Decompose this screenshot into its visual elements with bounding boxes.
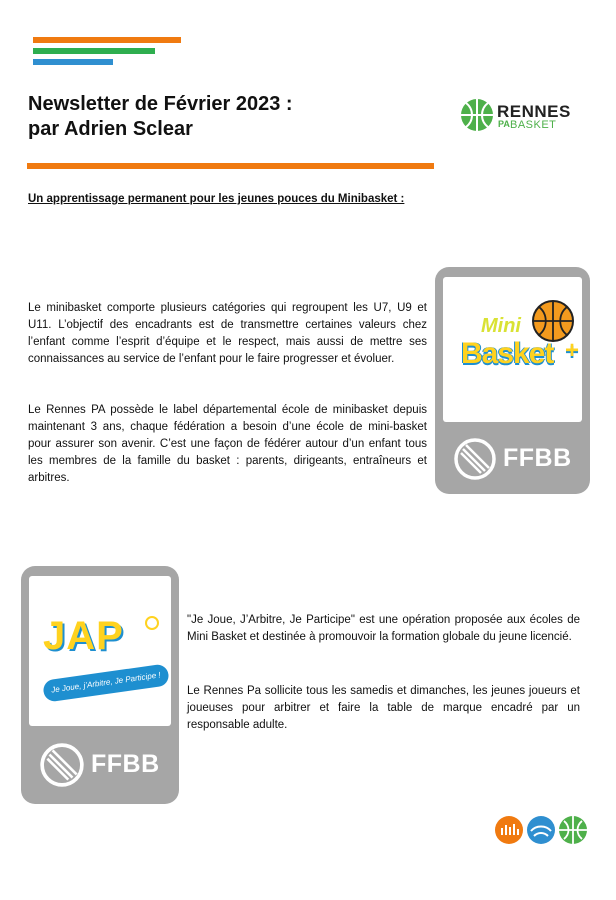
logo-word-rennes: RENNES [497,102,571,121]
jap-tagline: Je Joue, j’Arbitre, Je Participe ! [42,663,170,702]
footer-blue-icon [526,815,556,845]
jap-star-icon [145,616,159,630]
title-line-1: Newsletter de Février 2023 : [28,93,293,115]
page-title [28,92,293,142]
footer-green-icon [558,815,588,845]
ffbb-label: FFBB [91,750,160,778]
paragraph-label-ecole: Le Rennes PA possède le label départemental école de minibasket depuis maintenant 3 ans, chaque fédération a besoin d’une école de mini-basket pour assurer son avenir. C’est une façon de fédérer autour d’un enfant tous les membres de la famille du basket : parents, dirigeants, entraîneurs et arbitres. [28,404,427,484]
paragraph-rennes-pa-sollicite: Le Rennes Pa sollicite tous les samedis et dimanches, les jeunes joueurs et joueuses pour arbitrer et faire la table de marque encadré par un responsable adulte. [187,685,580,731]
title-line-2: par Adrien Sclear [28,118,193,140]
jap-ffbb-mark [21,740,179,790]
jap-title: JAP [43,614,124,658]
ffbb-ball-icon [453,437,497,481]
jap-ffbb-badge [21,566,179,804]
minibasket-ffbb-mark [435,434,590,484]
basketball-icon [460,98,494,132]
minibasket-word-mini: Mini [481,315,521,337]
jap-logo-panel [29,576,171,726]
footer-orange-icon [494,815,524,845]
paragraph-minibasket-categories: Le minibasket comporte plusieurs catégories qui regroupent les U7, U9 et U11. L’objectif des encadrants est de transmettre certaines valeurs chez l’enfant comme l’esprit d’équipe et le respect, mais aussi de mettre ses connaissances au service de l’enfant pour le faire progresser et évoluer. [28,302,427,365]
header-stripe-orange [33,37,181,43]
minibasket-word-basket: Basket [461,337,554,370]
minibasket-plus: + [565,337,580,364]
minibasket-ffbb-badge [435,267,590,494]
paragraph-jap-operation: "Je Joue, J’Arbitre, Je Participe" est une opération proposée aux écoles de Mini Basket et destinée à promouvoir la formation globale du jeune licencié. [187,614,580,643]
logo-word-basket: BASKET [510,119,557,131]
header-stripe-blue [33,59,113,65]
header-stripe-green [33,48,155,54]
title-divider [27,163,434,169]
ffbb-label: FFBB [503,444,572,472]
logo-word-pa: PA [498,119,510,129]
minibasket-logo-panel [443,277,582,422]
rennes-pa-basket-logo [460,98,580,134]
ffbb-ball-icon [39,742,85,788]
section-subtitle: Un apprentissage permanent pour les jeunes pouces du Minibasket : [28,193,405,205]
